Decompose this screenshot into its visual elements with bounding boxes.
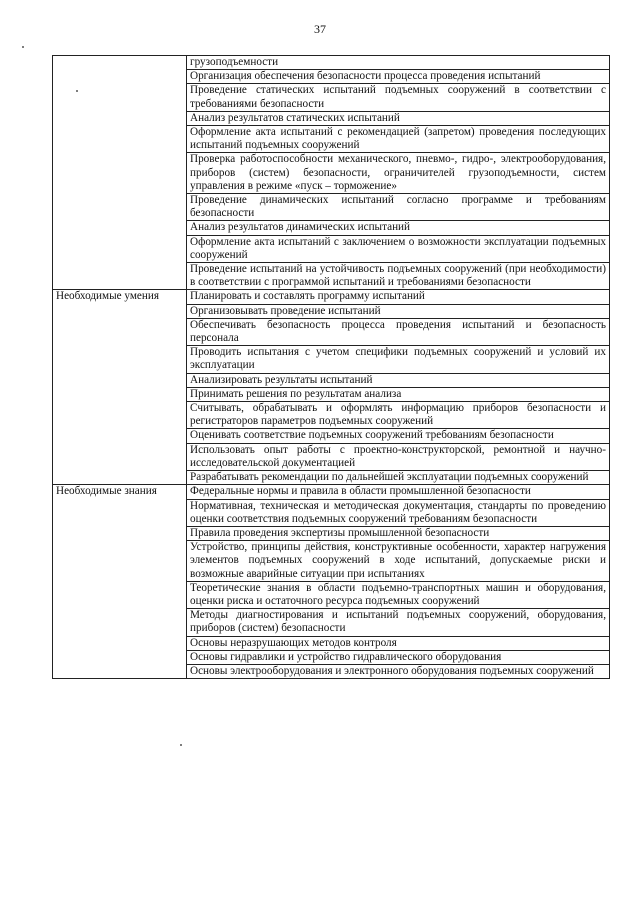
section-item: Основы электрооборудования и электронного оборудования подъемных сооружений — [187, 664, 610, 678]
section-item: Проведение испытаний на устойчивость подъемных сооружений (при необходимости) в соответствии с программой испытаний и требованиями безопасности — [187, 263, 610, 290]
section-item: Методы диагностирования и испытаний подъемных сооружений, оборудования, приборов (систем) безопасности — [187, 609, 610, 636]
section-item: Проведение динамических испытаний согласно программе и требованиям безопасности — [187, 194, 610, 221]
section-item: Считывать, обрабатывать и оформлять информацию приборов безопасности и регистраторов параметров подъемных сооружений — [187, 402, 610, 429]
section-item: Обеспечивать безопасность процесса проведения испытаний и безопасность персонала — [187, 318, 610, 345]
section-item: Анализ результатов динамических испытаний — [187, 221, 610, 235]
section-item: Проверка работоспособности механического, пневмо-, гидро-, электрооборудования, приборов (систем) безопасности, ограничителей грузоподъемности, систем управления в режиме «пуск – торможение» — [187, 153, 610, 194]
section-item: Организовывать проведение испытаний — [187, 304, 610, 318]
section-item: Анализ результатов статических испытаний — [187, 111, 610, 125]
page-number: 37 — [314, 22, 326, 36]
section-item: Основы неразрушающих методов контроля — [187, 636, 610, 650]
section-item: грузоподъемности — [187, 56, 610, 70]
section-item: Использовать опыт работы с проектно-конструкторской, ремонтной и научно-исследовательской документацией — [187, 443, 610, 470]
requirements-table-body — [53, 56, 610, 679]
section-item: Устройство, принципы действия, конструктивные особенности, характер нагружения элементов подъемных сооружений в ходе испытаний, допускаемые риски и возможные аварийные ситуации при испытаниях — [187, 541, 610, 582]
section-item: Организация обеспечения безопасности процесса проведения испытаний — [187, 70, 610, 84]
section-item: Федеральные нормы и правила в области промышленной безопасности — [187, 485, 610, 499]
scan-artifact-dot — [180, 744, 182, 746]
table-row — [53, 290, 610, 304]
section-item: Проводить испытания с учетом специфики подъемных сооружений и условий их эксплуатации — [187, 346, 610, 373]
section-item: Разрабатывать рекомендации по дальнейшей эксплуатации подъемных сооружений — [187, 471, 610, 485]
requirements-table — [52, 55, 610, 679]
section-item: Проведение статических испытаний подъемных сооружений в соответствии с требованиями безопасности — [187, 84, 610, 111]
section-label: Необходимые знания — [53, 485, 187, 679]
table-row — [53, 485, 610, 499]
section-item: Оформление акта испытаний с заключением о возможности эксплуатации подъемных сооружений — [187, 235, 610, 262]
section-item: Оценивать соответствие подъемных сооружений требованиям безопасности — [187, 429, 610, 443]
section-label: Необходимые умения — [53, 290, 187, 485]
table-row — [53, 56, 610, 70]
section-item: Планировать и составлять программу испытаний — [187, 290, 610, 304]
section-item: Основы гидравлики и устройство гидравлического оборудования — [187, 650, 610, 664]
section-label — [53, 56, 187, 290]
section-item: Теоретические знания в области подъемно-транспортных машин и оборудования, оценки риска и остаточного ресурса подъемных сооружений — [187, 581, 610, 608]
scan-artifact-dot — [22, 46, 24, 48]
section-item: Оформление акта испытаний с рекомендацией (запретом) проведения последующих испытаний подъемных сооружений — [187, 126, 610, 153]
section-item: Правила проведения экспертизы промышленной безопасности — [187, 526, 610, 540]
section-item: Анализировать результаты испытаний — [187, 373, 610, 387]
section-item: Принимать решения по результатам анализа — [187, 387, 610, 401]
section-item: Нормативная, техническая и методическая документация, стандарты по проведению оценки соответствия подъемных сооружений требованиям безопасности — [187, 499, 610, 526]
